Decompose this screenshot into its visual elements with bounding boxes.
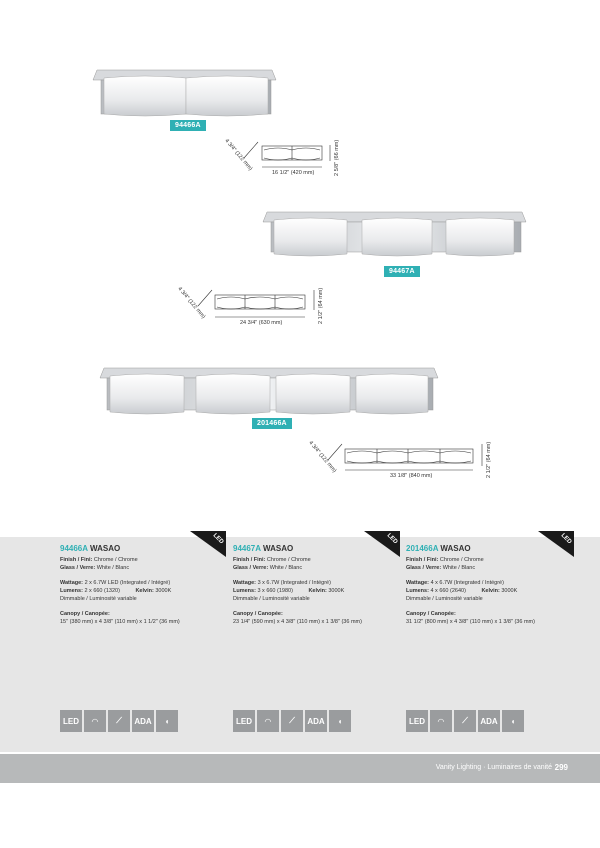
product-sku: 201466A (406, 544, 439, 553)
dim-depth-3: 4 3/4" (122 mm) (307, 440, 338, 474)
sku-tag-1: 94466A (170, 120, 206, 131)
ada-icon: ADA (305, 710, 327, 732)
dim-width-2: 24 3/4" (630 mm) (240, 320, 283, 326)
page-number: 299 (554, 763, 568, 772)
damp-location-icon: ⟋ (454, 710, 476, 732)
ada-icon: ADA (132, 710, 154, 732)
led-badge-1: LED (190, 531, 226, 557)
led-icon: LED (406, 710, 428, 732)
led-badge-3: LED (538, 531, 574, 557)
footer-section-title: Vanity Lighting · Luminaires de vanité (435, 764, 552, 771)
led-icon: LED (233, 710, 255, 732)
feature-icons-1 (60, 710, 178, 732)
line-drawing-94467A (198, 290, 314, 317)
damp-location-icon: ⟋ (281, 710, 303, 732)
bulb-icon: ◖ (329, 710, 351, 732)
dimmable-icon: ◠ (257, 710, 279, 732)
dim-height-3: 2 1/2" (64 mm) (486, 441, 492, 478)
dim-width-1: 16 1/2" (420 mm) (272, 170, 315, 176)
fixture-94466A (93, 70, 276, 116)
line-drawing-201466A (328, 444, 482, 470)
product-name: WASAO (89, 544, 121, 553)
dim-depth-1: 4 3/4" (122 mm) (223, 138, 254, 172)
damp-location-icon: ⟋ (108, 710, 130, 732)
led-icon: LED (60, 710, 82, 732)
sku-tag-3: 201466A (252, 418, 292, 429)
fixture-94467A (263, 212, 526, 256)
dim-depth-2: 4 3/4" (122 mm) (176, 286, 207, 320)
product-name: WASAO (440, 544, 471, 553)
bulb-icon: ◖ (502, 710, 524, 732)
product-name: WASAO (262, 544, 294, 553)
ada-icon: ADA (478, 710, 500, 732)
sku-tag-2: 94467A (384, 266, 420, 277)
product-sku: 94466A (60, 544, 88, 553)
product-sku: 94467A (233, 544, 261, 553)
line-drawing-94466A (244, 142, 330, 167)
dim-height-2: 2 1/2" (64 mm) (318, 287, 324, 324)
dim-height-1: 2 5/8" (66 mm) (334, 139, 340, 176)
spec-column-1: 94466A WASAO Finish / Fini: Chrome / Chrome Glass / Verre: White / Blanc Wattage: 2 x 6.7W LED (Integrated / Intégré) Lumens: 2 x 660 (1320) Kelvin: 3000K Dimmable / Luminosité variable Canopy / Canopée: 15" (380 mm) x 4 3/8" (110 mm) x 1 1/2" (36 mm) (60, 544, 180, 625)
dim-width-3: 33 1/8" (840 mm) (390, 473, 433, 479)
bulb-icon: ◖ (156, 710, 178, 732)
fixture-201466A (100, 368, 438, 414)
led-badge-2: LED (364, 531, 400, 557)
dimmable-icon: ◠ (430, 710, 452, 732)
spec-column-2: 94467A WASAO Finish / Fini: Chrome / Chrome Glass / Verre: White / Blanc Wattage: 3 x 6.7W (Integrated / Intégré) Lumens: 3 x 660 (1980) Kelvin: 3000K Dimmable / Luminosité variable Canopy / Canopée: 23 1/4" (590 mm) x 4 3/8" (110 mm) x 1 3/8" (36 mm) (233, 544, 362, 625)
spec-column-3: 201466A WASAO Finish / Fini: Chrome / Chrome Glass / Verre: White / Blanc Wattage: 4 x 6.7W (Integrated / Intégré) Lumens: 4 x 660 (2640) Kelvin: 3000K Dimmable / Luminosité variable Canopy / Canopée: 31 1/2" (800 mm) x 4 3/8" (110 mm) x 1 3/8" (36 mm) (406, 544, 535, 625)
feature-icons-2 (233, 710, 351, 732)
dimmable-icon: ◠ (84, 710, 106, 732)
feature-icons-3 (406, 710, 524, 732)
